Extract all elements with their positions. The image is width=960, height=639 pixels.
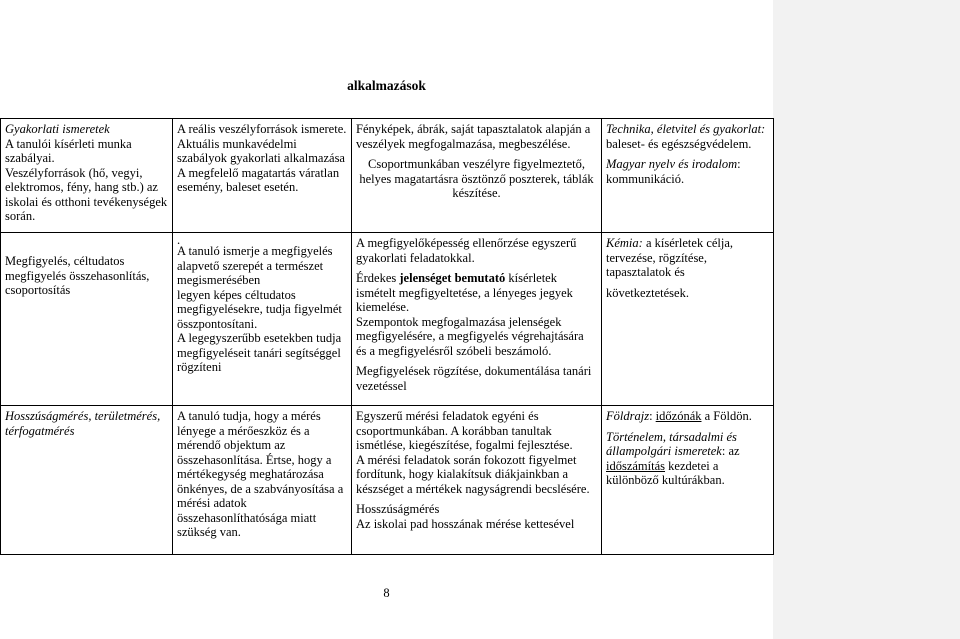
connection-text: : kommunikáció.: [606, 157, 741, 186]
connections-cell: [602, 406, 774, 555]
page-number: 8: [383, 586, 390, 600]
topic-cell: [1, 406, 173, 555]
connection-item: [606, 236, 769, 280]
topic-title: Hosszúságmérés, területmérés, térfogatmérés: [5, 409, 161, 438]
requirements-text: A reális veszélyforrások ismerete. Aktuális munkavédelmi szabályok gyakorlati alkalmazása A megfelelő magatartás váratlan esemény, baleset esetén.: [177, 122, 347, 194]
text-run: Érdekes: [356, 271, 400, 285]
connection-text: a Földön.: [701, 409, 752, 423]
topic-cell: [1, 233, 173, 406]
activities-text: Megfigyelések rögzítése, dokumentálása tanári vezetéssel: [356, 364, 592, 393]
connection-item: [606, 122, 769, 151]
activities-text: A megfigyelőképesség ellenőrzése egyszerű gyakorlati feladatokkal.: [356, 236, 577, 265]
requirements-text: legyen képes céltudatos megfigyelésekre, tudja figyelmét összpontosítani.: [177, 287, 342, 331]
connections-cell: [602, 233, 774, 406]
connection-text: kezdetei a különböző kultúrákban.: [606, 458, 725, 487]
topic-text: A tanulói kísérleti munka szabályai.: [5, 136, 132, 165]
requirements-text: A legegyszerűbb esetekben tudja megfigyeléseit tanári segítséggel rögzíteni: [177, 331, 342, 374]
requirements-cell: [173, 119, 352, 233]
connection-text: következtetések.: [606, 285, 689, 300]
subject-name: Földrajz: [606, 409, 650, 423]
connections-cell: [602, 119, 774, 233]
requirements-cell: [173, 406, 352, 555]
activities-text: Hosszúságmérés: [356, 502, 440, 516]
underlined-term: időszámítás: [606, 458, 666, 473]
table-row: [1, 233, 774, 406]
emphasis-text: jelenséget bemutató: [399, 271, 506, 285]
activities-text: Szempontok megfogalmazása jelenségek megfigyelésére, a megfigyelés végrehajtására és a megfigyelésről szóbeli beszámoló.: [356, 314, 584, 358]
activities-text: Csoportmunkában veszélyre figyelmeztető, helyes magatartásra ösztönző poszterek, táblák készítése.: [359, 157, 594, 200]
requirements-cell: [173, 233, 352, 406]
activities-text: Fényképek, ábrák, saját tapasztalatok alapján a veszélyek megfogalmazása, megbeszélése.: [356, 122, 591, 151]
activities-text: Az iskolai pad hosszának mérése kettesével: [356, 516, 575, 531]
topic-text: Veszélyforrások (hő, vegyi, elektromos, fény, hang stb.) az iskolai és otthoni tevékenységek során.: [5, 165, 168, 223]
topic-title: Gyakorlati ismeretek: [5, 122, 110, 136]
activities-cell: [352, 233, 602, 406]
connection-item: [606, 409, 769, 424]
subject-name: Történelem, társadalmi és állampolgári ismeretek: [606, 429, 737, 458]
subject-name: Kémia:: [606, 236, 643, 250]
underlined-term: időzónák: [655, 409, 702, 423]
activities-text: A mérési feladatok során fokozott figyelmet fordítunk, hogy kialakítsuk diákjainkban a készséget a mértékek nagyságrendi becslésére.: [356, 452, 590, 496]
table-row: [1, 119, 774, 233]
connection-text: :: [649, 409, 656, 423]
connection-item: [606, 157, 769, 186]
activities-text: Egyszerű mérési feladatok egyéni és csoportmunkában. A korábban tanultak ismétlése, kiegészítése, fogalmi fejlesztése.: [356, 409, 573, 452]
text-run: kísérletek ismételt megfigyeltetése, a lényeges jegyek kiemelése.: [356, 271, 573, 314]
curriculum-table: [0, 118, 774, 555]
right-margin-panel: [773, 0, 960, 639]
subject-name: Technika, életvitel és gyakorlat:: [606, 122, 766, 136]
table-row: [1, 406, 774, 555]
connection-text: a kísérletek célja, tervezése, rögzítése, tapasztalatok és: [606, 236, 734, 279]
connection-text: baleset- és egészségvédelem.: [606, 136, 752, 151]
topic-text: Megfigyelés, céltudatos megfigyelés összehasonlítás, csoportosítás: [5, 254, 150, 297]
topic-cell: [1, 119, 173, 233]
requirements-text: A tanuló tudja, hogy a mérés lényege a mérőeszköz és a mérendő objektum az összehasonlítása. Értse, hogy a mértékegység meghatározása önkényes, de a szabványosítása a mérési adatok összehasonlíthatósága miatt szükség van.: [177, 409, 344, 539]
activities-text: [356, 271, 597, 315]
activities-cell: [352, 119, 602, 233]
requirements-text: A tanuló ismerje a megfigyelés alapvető szerepét a természet megismerésében: [177, 244, 333, 287]
connection-item: [606, 430, 769, 488]
section-heading: alkalmazások: [347, 78, 426, 93]
activities-cell: [352, 406, 602, 555]
subject-name: Magyar nyelv és irodalom: [606, 157, 738, 171]
dot-mark: .: [177, 233, 181, 247]
connection-text: : az: [721, 444, 740, 458]
